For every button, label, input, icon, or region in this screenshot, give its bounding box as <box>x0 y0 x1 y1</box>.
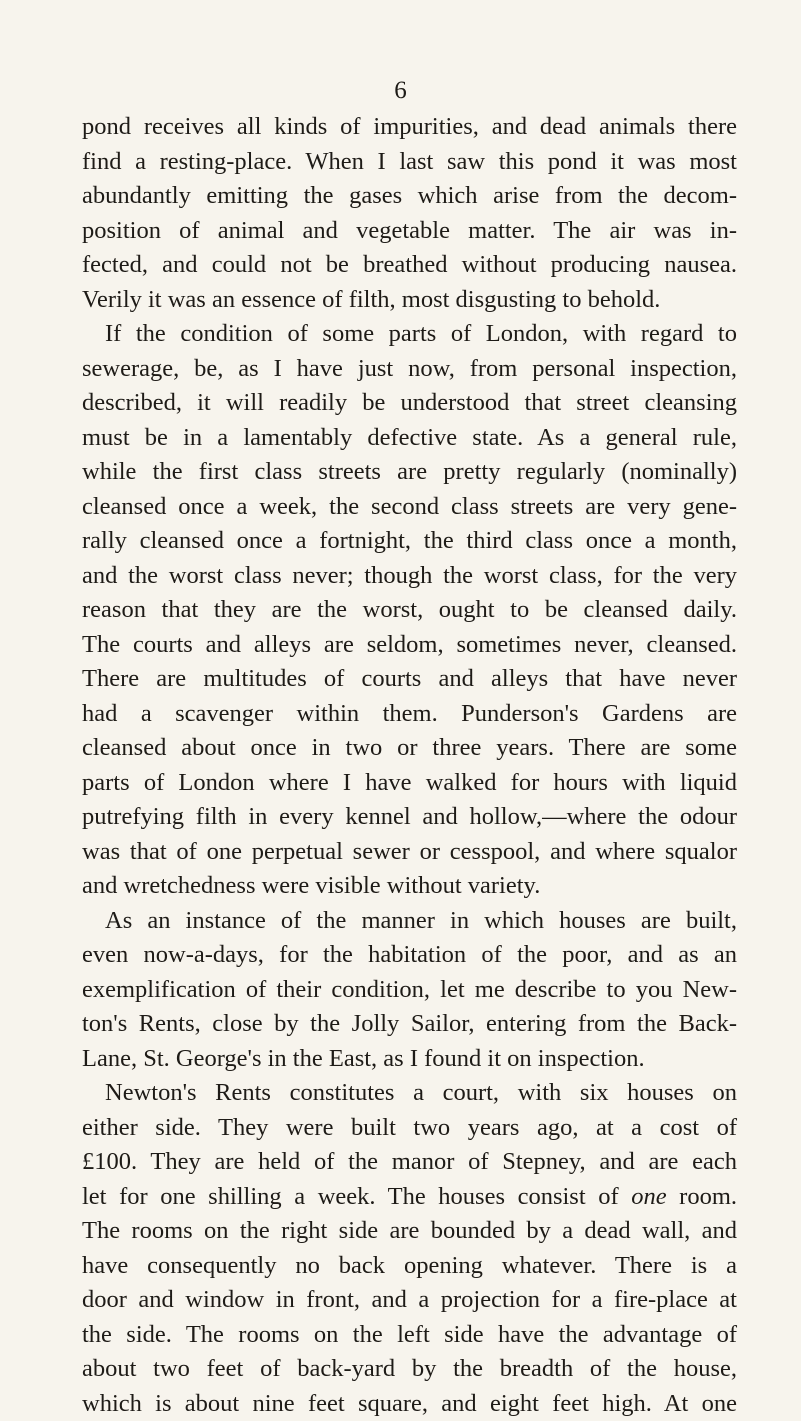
text-line <box>82 1180 737 1215</box>
text-run: room. <box>679 1183 737 1210</box>
text-line: rally cleansed once a fortnight, the third class once a month, <box>82 524 737 559</box>
text-line: parts of London where I have walked for hours with liquid <box>82 766 737 801</box>
text-line: sewerage, be, as I have just now, from personal inspection, <box>82 352 737 387</box>
text-line: There are multitudes of courts and alleys that have never <box>82 662 737 697</box>
text-line: cleansed once a week, the second class streets are very gene- <box>82 490 737 525</box>
text-line: which is about nine feet square, and eight feet high. At one <box>82 1387 737 1421</box>
body-text <box>82 110 737 1421</box>
page-number: 6 <box>0 78 801 103</box>
text-line: Verily it was an essence of filth, most disgusting to behold. <box>82 283 737 318</box>
text-line: abundantly emitting the gases which arise from the decom- <box>82 179 737 214</box>
text-line: even now-a-days, for the habitation of the poor, and as an <box>82 938 737 973</box>
text-line: pond receives all kinds of impurities, and dead animals there <box>82 110 737 145</box>
text-line: door and window in front, and a projection for a fire-place at <box>82 1283 737 1318</box>
text-line: ton's Rents, close by the Jolly Sailor, entering from the Back- <box>82 1007 737 1042</box>
text-line: putrefying filth in every kennel and hollow,—where the odour <box>82 800 737 835</box>
text-line: while the first class streets are pretty regularly (nominally) <box>82 455 737 490</box>
text-line: find a resting-place. When I last saw this pond it was most <box>82 145 737 180</box>
text-line: cleansed about once in two or three years. There are some <box>82 731 737 766</box>
paragraph-start-line: As an instance of the manner in which houses are built, <box>82 904 737 939</box>
text-run: let for one shilling a week. The houses consist of <box>82 1183 619 1210</box>
paragraph-start-line: If the condition of some parts of London, with regard to <box>82 317 737 352</box>
text-line: Lane, St. George's in the East, as I found it on inspection. <box>82 1042 737 1077</box>
text-line: fected, and could not be breathed without producing nausea. <box>82 248 737 283</box>
text-line: £100. They are held of the manor of Stepney, and are each <box>82 1145 737 1180</box>
text-line: have consequently no back opening whatever. There is a <box>82 1249 737 1284</box>
text-line: exemplification of their condition, let me describe to you New- <box>82 973 737 1008</box>
text-line: and the worst class never; though the worst class, for the very <box>82 559 737 594</box>
text-line: about two feet of back-yard by the breadth of the house, <box>82 1352 737 1387</box>
italic-word: one <box>631 1183 666 1210</box>
text-line: had a scavenger within them. Punderson's Gardens are <box>82 697 737 732</box>
text-line: The rooms on the right side are bounded by a dead wall, and <box>82 1214 737 1249</box>
text-line: must be in a lamentably defective state. As a general rule, <box>82 421 737 456</box>
text-line: reason that they are the worst, ought to be cleansed daily. <box>82 593 737 628</box>
paragraph-start-line: Newton's Rents constitutes a court, with six houses on <box>82 1076 737 1111</box>
text-line: and wretchedness were visible without variety. <box>82 869 737 904</box>
text-line: the side. The rooms on the left side have the advantage of <box>82 1318 737 1353</box>
text-line: was that of one perpetual sewer or cesspool, and where squalor <box>82 835 737 870</box>
text-line: described, it will readily be understood that street cleansing <box>82 386 737 421</box>
text-line: position of animal and vegetable matter. The air was in- <box>82 214 737 249</box>
text-line: either side. They were built two years ago, at a cost of <box>82 1111 737 1146</box>
text-line: The courts and alleys are seldom, sometimes never, cleansed. <box>82 628 737 663</box>
